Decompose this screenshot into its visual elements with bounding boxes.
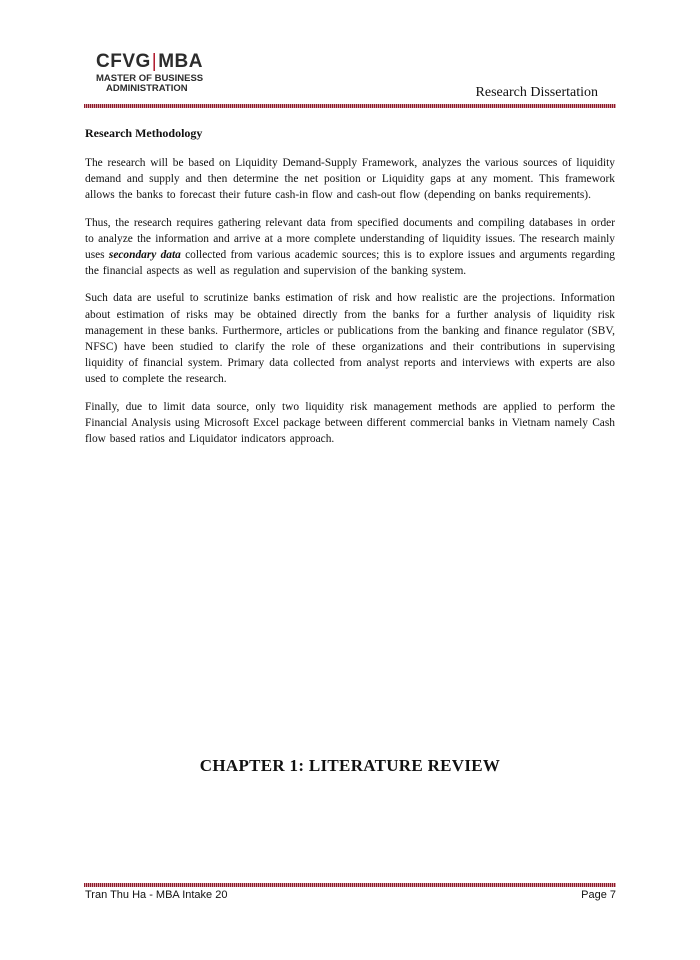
footer-page-number: Page 7 xyxy=(581,889,616,901)
logo-mba: MBA xyxy=(158,51,203,72)
paragraph-2 xyxy=(85,215,615,280)
footer-rule xyxy=(84,883,616,887)
section-heading: Research Methodology xyxy=(85,126,203,140)
page-body xyxy=(85,126,615,458)
header-rule xyxy=(84,104,616,108)
chapter-title: CHAPTER 1: LITERATURE REVIEW xyxy=(199,756,501,775)
logo-wordmark xyxy=(96,52,203,72)
paragraph-2-text-b: collected from various academic sources; this is to explore issues and arguments regarding the financial aspects as well as regulation and supervision of the banking system. xyxy=(85,249,615,278)
paragraph-4: Finally, due to limit data source, only two liquidity risk management methods are applied to perform the Financial Analysis using Microsoft Excel package between different commercial banks in Vietnam namely Cash flow based ratios and Liquidator indicators approach. xyxy=(85,400,615,446)
paragraph-2-emphasis: secondary data xyxy=(108,249,181,262)
logo-subtitle xyxy=(96,74,203,94)
paragraph-3: Such data are useful to scrutinize banks estimation of risk and how realistic are the projections. Information about estimation of risks may be obtained directly from the banks for a further analysis of liquidity risk management in these banks. Furthermore, articles or publications from the banking and finance regulator (SBV, NFSC) have been studied to clarify the role of these organizations and their contributions in supervising liquidity of financial system. Primary data collected from analyst reports and interviews with experts are also used to complete the research. xyxy=(85,292,615,386)
cfvg-mba-logo xyxy=(96,52,203,94)
page-footer xyxy=(85,889,616,901)
logo-separator: | xyxy=(151,51,158,72)
logo-cfvg: CFVG xyxy=(96,51,151,72)
logo-subtitle-line1: MASTER OF BUSINESS xyxy=(96,73,204,84)
paragraph-2-text-a: Thus, the research requires gathering relevant data from specified documents and compiling databases in order to analyze the information and arrive at a more complete understanding of liquidity issues. The research mainly uses xyxy=(85,216,615,262)
logo-subtitle-line2: ADMINISTRATION xyxy=(106,83,188,94)
header-title: Research Dissertation xyxy=(475,85,598,100)
footer-author: Tran Thu Ha - MBA Intake 20 xyxy=(85,889,228,901)
paragraph-1: The research will be based on Liquidity Demand-Supply Framework, analyzes the various sources of liquidity demand and supply and then determine the net position or Liquidity gaps at any moment. This framework allows the banks to forecast their future cash-in flow and cash-out flow (depending on banks requirements). xyxy=(85,157,615,202)
